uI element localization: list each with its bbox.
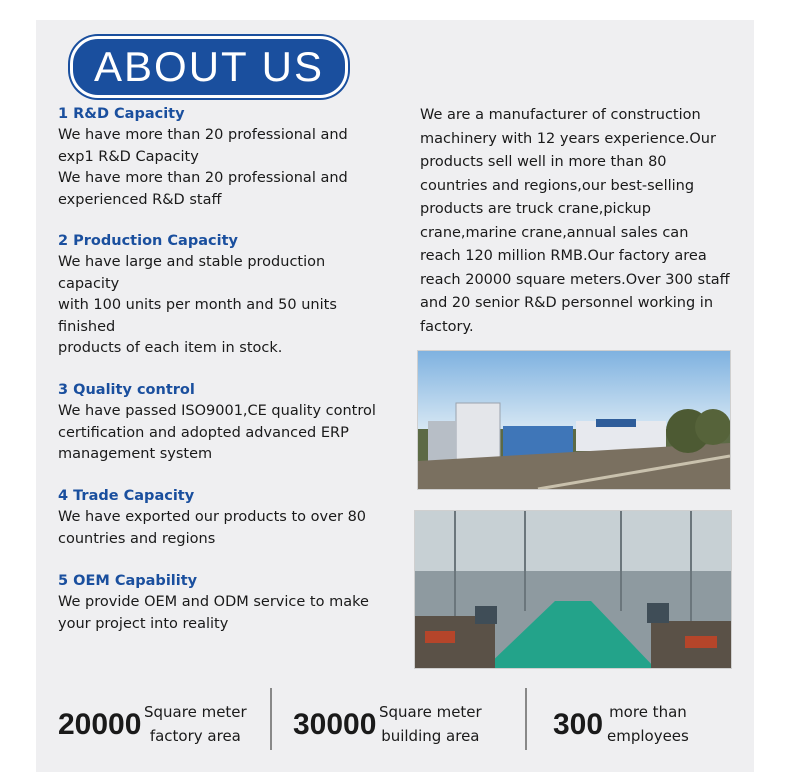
company-intro: We are a manufacturer of construction machinery with 12 years experience.Our products sell well in more than 80 countries and regions,our best-selling products are truck crane,pickup crane,marine crane,annual sales can reach 120 million RMB.Our factory area reach 20000 square meters.Over 300 staff and 20 senior R&D personnel working in factory. <box>420 107 730 335</box>
stat-number: 30000 <box>293 708 377 741</box>
section-body: We provide OEM and ODM service to make your project into reality <box>58 594 369 632</box>
section-trade-capacity <box>58 486 388 550</box>
stat-number: 300 <box>553 708 604 741</box>
stat-label: Square meter factory area <box>144 703 247 745</box>
section-title: 5 OEM Capability <box>58 573 198 589</box>
section-body: We have more than 20 professional and exp1 R&D Capacity We have more than 20 professional and experienced R&D staff <box>58 127 348 208</box>
section-title: 1 R&D Capacity <box>58 106 185 122</box>
stat-building-area <box>293 700 503 760</box>
stat-label: more than employees <box>607 703 689 745</box>
factory-exterior-photo <box>417 350 731 490</box>
stat-divider <box>525 688 527 750</box>
section-title: 2 Production Capacity <box>58 233 238 249</box>
section-title: 4 Trade Capacity <box>58 488 195 504</box>
section-body: We have passed ISO9001,CE quality control certification and adopted advanced ERP management system <box>58 403 376 462</box>
section-production-capacity <box>58 231 388 360</box>
section-oem-capability <box>58 571 388 635</box>
section-body: We have large and stable production capacity with 100 units per month and 50 units finished products of each item in stock. <box>58 254 337 356</box>
page-title: ABOUT US <box>70 36 348 98</box>
section-title: 3 Quality control <box>58 382 195 398</box>
stat-label: Square meter building area <box>379 703 482 745</box>
section-body: We have exported our products to over 80 countries and regions <box>58 509 367 547</box>
stat-employees <box>553 700 743 760</box>
section-quality-control <box>58 380 388 466</box>
workshop-interior-photo <box>414 510 732 669</box>
stat-divider <box>270 688 272 750</box>
stat-number: 20000 <box>58 708 142 741</box>
stat-factory-area <box>58 700 258 760</box>
section-rd-capacity <box>58 104 388 211</box>
